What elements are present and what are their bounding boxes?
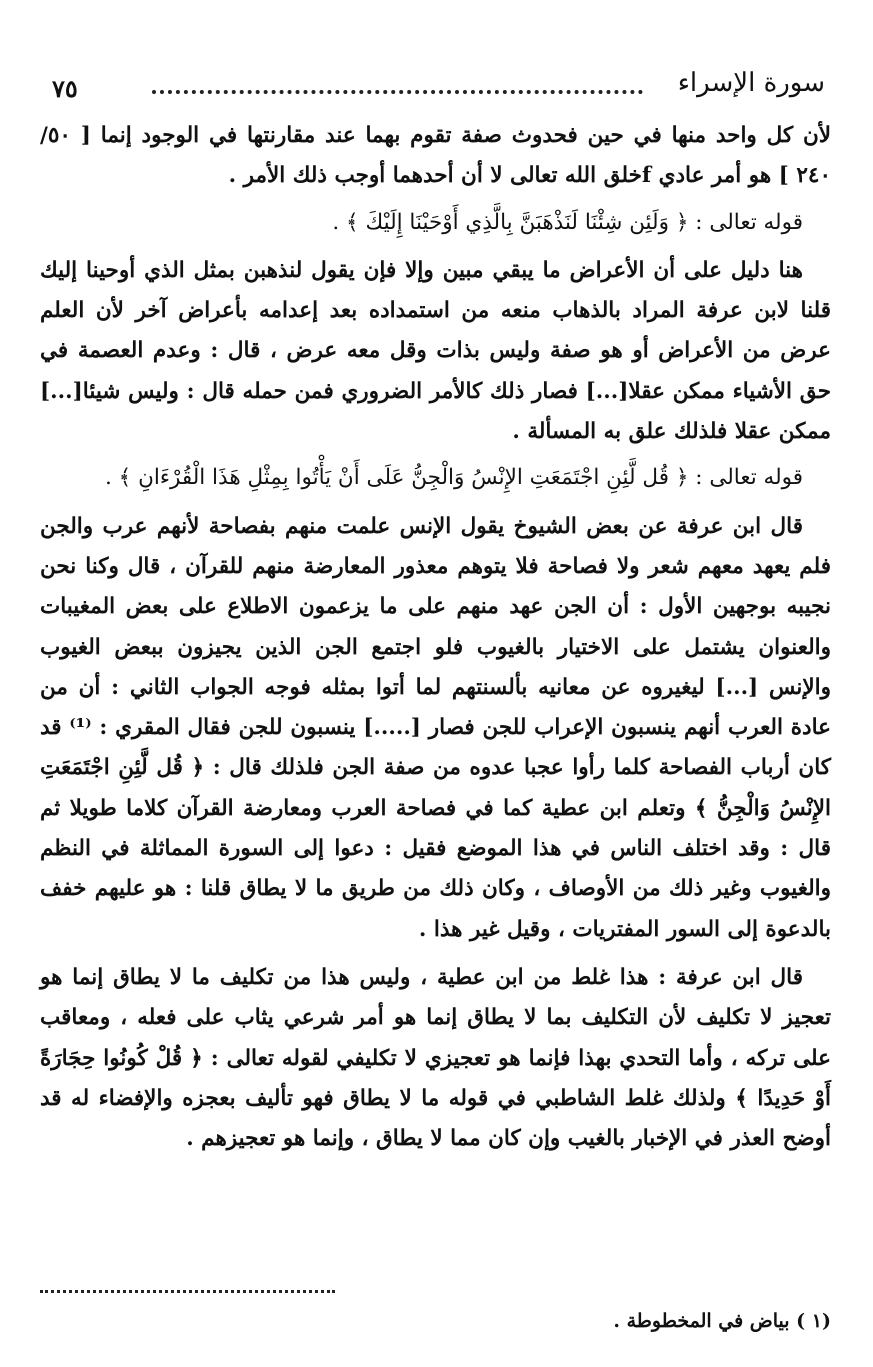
commentary-paragraph: قال ابن عرفة : هذا غلط من ابن عطية ، وليس هذا من تكليف ما لا يطاق إنما هو تعجيز لا تكليف لأن التكليف بما لا يطاق إنما هو أمر شرعي يثاب على فعله ، ومعاقب على تركه ، وأما التحدي بهذا فإنما هو تعجيزي لا تكليفي لقوله تعالى : ﴿ قُلْ كُونُوا حِجَارَةً أَوْ حَدِيدًا ﴾ ولذلك غلط الشاطبي في قوله ما لا يطاق فهو تأليف بعجزه والإفضاء له قد أوضح العذر في الإخبار بالغيب وإن كان مما لا يطاق ، وإنما هو تعجيزهم . xyxy=(40,964,831,1152)
verse-heading: قوله تعالى : ﴿ قُل لَّئِنِ اجْتَمَعَتِ الإِنْسُ وَالْجِنُّ عَلَى أَنْ يَأْتُوا بِمِثْلِ هَذَا الْقُرْءَانِ ﴾ . xyxy=(104,465,803,491)
commentary-paragraph: قال ابن عرفة عن بعض الشيوخ يقول الإنس علمت منهم بفصاحة لأنهم عرب والجن فلم يعهد معهم شعر ولا فصاحة فلا يتوهم معذور المعارضة منهم للقرآن ، قال وكنا نحن نجيبه بوجهين الأول : أن الجن عهد منهم على ما يزعمون الاطلاع على بعض المغيبات والعنوان يشتمل على الاختيار بالغيوب فلو اجتمع الجن الذين يجيزون ببعض الغيوب والإنس [...] ليغيروه عن معانيه بألسنتهم لما أتوا بمثله فوجه الجواب الثاني : أن من عادة العرب أنهم ينسبون الإعراب للجن فصار [.....] ينسبون للجن فقال المقري : ⁽¹⁾ قد كان أرباب الفصاحة كلما رأوا عجبا عدوه من صفة الجن فلذلك قال : ﴿ قُل لَّئِنِ اجْتَمَعَتِ الإِنْسُ وَالْجِنُّ ﴾ وتعلم ابن عطية كما في فصاحة العرب ومعارضة القرآن كلاما طويلا ثم قال : وقد اختلف الناس في هذا الموضع فقيل : دعوا إلى السورة المماثلة في النظم والغيوب وغير ذلك من الأوصاف ، وكان ذلك من طريق ما لا يطاق قلنا : هو عليهم خفف بالدعوة إلى السور المفتريات ، وقيل غير هذا . xyxy=(40,513,831,942)
page-number: ٧٥ xyxy=(52,74,78,103)
page-body xyxy=(40,116,831,1159)
surah-title: سورة الإسراء xyxy=(677,68,825,98)
commentary-paragraph: هنا دليل على أن الأعراض ما يبقي مبين وإلا فإن يقول لنذهبن بمثل الذي أوحينا إليك قلنا لابن عرفة المراد بالذهاب منعه من استمداده بعد إعدامه بأعراض آخر لأن العلم عرض من الأعراض أو هو صفة وليس بذات وقل معه عرض ، قال : وعدم العصمة في حق الأشياء ممكن عقلا[...] فصار ذلك كالأمر الضروري فمن حمله قال : وليس شيئا[...] ممكن عقلا فلذلك علق به المسألة . xyxy=(40,257,831,445)
page-header xyxy=(40,64,833,112)
verse-heading: قوله تعالى : ﴿ وَلَئِن شِئْنَا لَنَذْهَبَنَّ بِالَّذِي أَوْحَيْنَا إِلَيْكَ ﴾ . xyxy=(332,209,803,235)
header-dotted-rule xyxy=(152,90,643,94)
footnote-separator xyxy=(40,1290,335,1293)
paragraph-continuation: لأن كل واحد منها في حين فحدوث صفة تقوم بهما عند مقارنتها في الوجود إنما [ ٥٠/ ٢٤٠ ] هو أمر عادي fخلق الله تعالى لا أن أحدهما أوجب ذلك الأمر . xyxy=(40,123,831,189)
footnote: (١ ) بياض في المخطوطة . xyxy=(613,1310,831,1332)
